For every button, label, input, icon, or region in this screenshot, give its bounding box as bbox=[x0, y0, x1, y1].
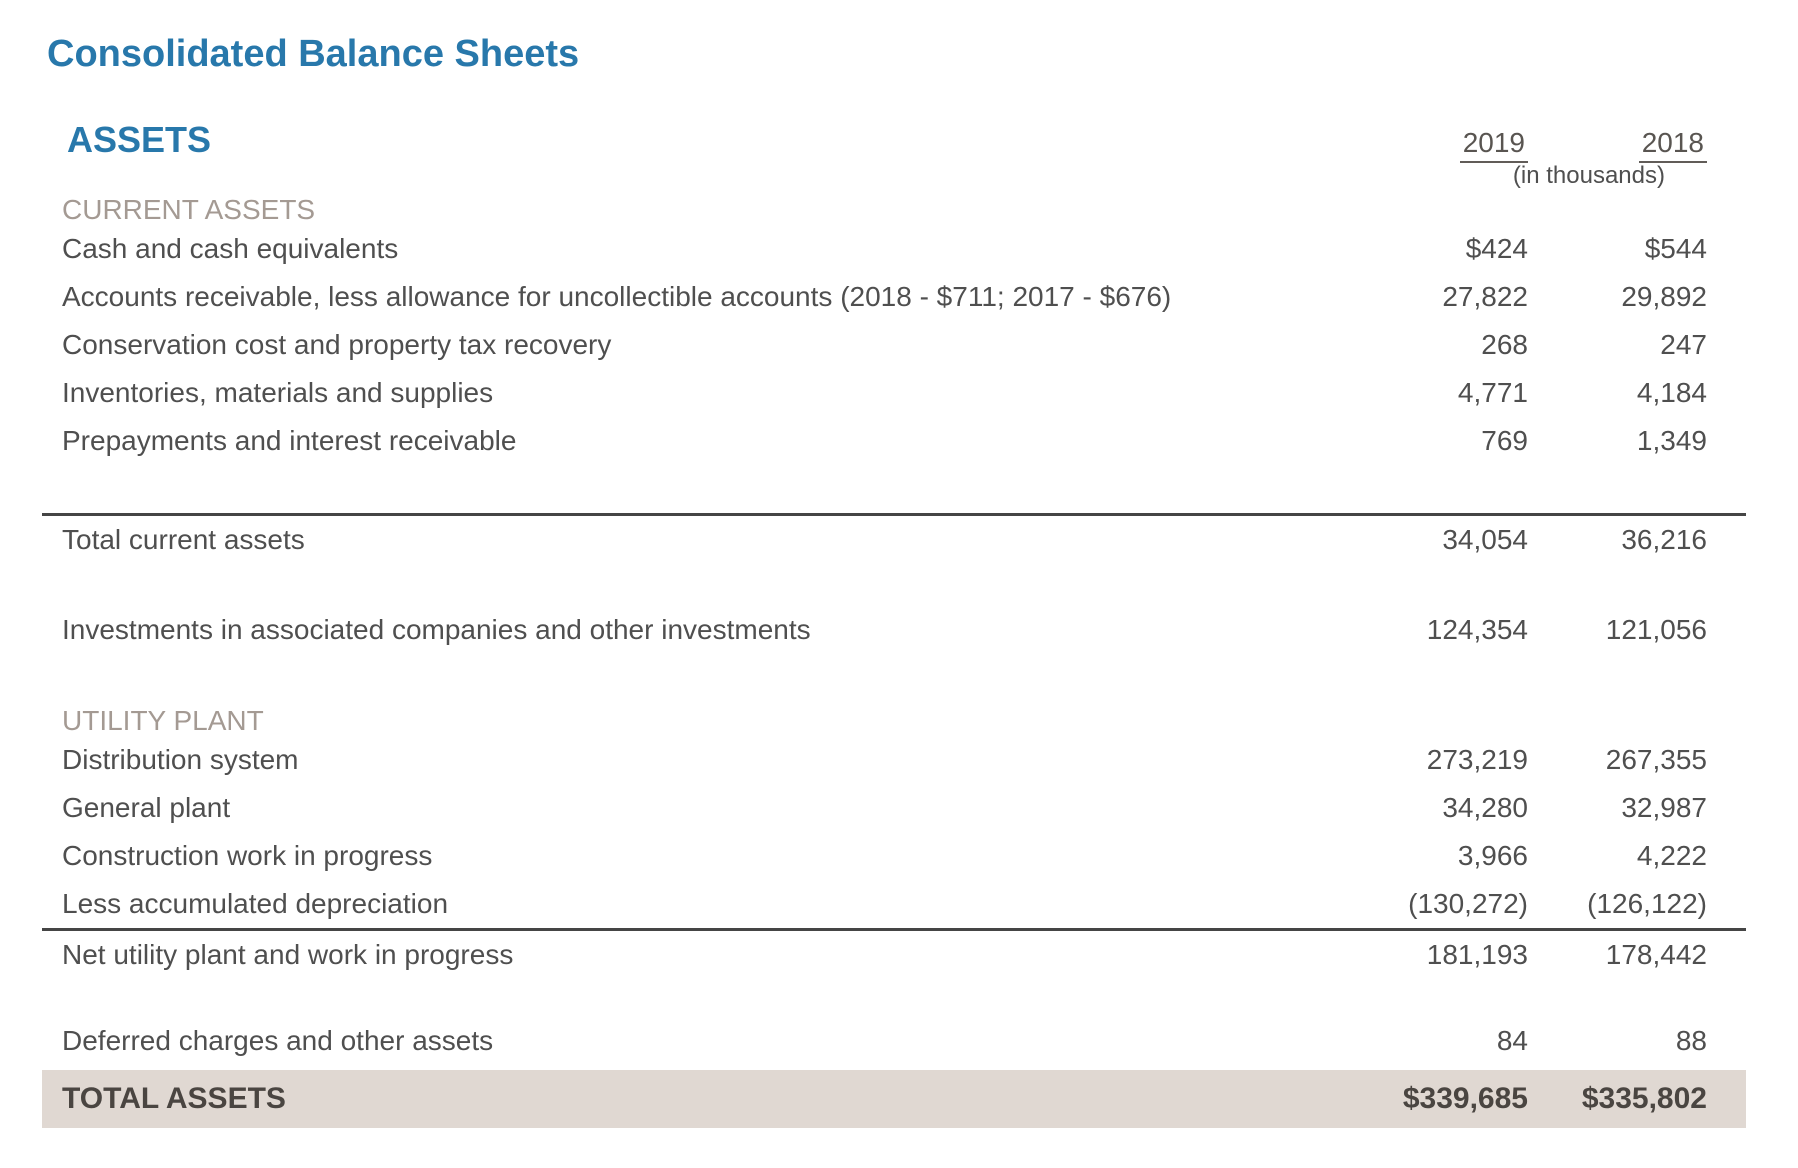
value-2018: 178,442 bbox=[1605, 939, 1707, 970]
total-value-2019: $339,685 bbox=[1402, 1082, 1528, 1115]
row-label: Accounts receivable, less allowance for uncollectible accounts (2018 - $711; 2017 - $676) bbox=[62, 281, 1172, 312]
value-2019: 34,280 bbox=[1442, 792, 1528, 823]
table-row-less-accumulated-depreciation bbox=[42, 880, 1746, 928]
row-label: General plant bbox=[62, 792, 231, 823]
column-header-2018-label: 2018 bbox=[1639, 127, 1707, 163]
value-2019: 34,054 bbox=[1442, 524, 1528, 555]
table-row-cash bbox=[42, 225, 1746, 273]
value-2019: 27,822 bbox=[1442, 281, 1528, 312]
value-2019: 769 bbox=[1481, 425, 1528, 456]
value-2018: 36,216 bbox=[1621, 524, 1707, 555]
column-header-2019 bbox=[1348, 127, 1528, 163]
table-row-inventories bbox=[42, 369, 1746, 417]
total-value-2018: $335,802 bbox=[1581, 1082, 1707, 1115]
table-header-row bbox=[42, 120, 1746, 163]
value-2018: 267,355 bbox=[1605, 744, 1707, 775]
balance-sheet-table bbox=[42, 120, 1746, 1128]
table-row-general-plant bbox=[42, 784, 1746, 832]
row-label: Inventories, materials and supplies bbox=[62, 377, 494, 408]
table-row-net-utility-plant bbox=[42, 931, 1746, 979]
table-row-deferred-charges bbox=[42, 1017, 1746, 1065]
assets-heading: ASSETS bbox=[67, 119, 212, 160]
table-row-total-current-assets bbox=[42, 516, 1746, 564]
total-assets-label: TOTAL ASSETS bbox=[62, 1082, 286, 1115]
column-header-2018 bbox=[1528, 127, 1746, 163]
row-label: Conservation cost and property tax recovery bbox=[62, 329, 612, 360]
value-2018: 32,987 bbox=[1621, 792, 1707, 823]
row-label: Investments in associated companies and other investments bbox=[62, 614, 811, 645]
value-2018: 4,222 bbox=[1636, 840, 1707, 871]
value-2018: 247 bbox=[1660, 329, 1707, 360]
value-2019: 4,771 bbox=[1457, 377, 1528, 408]
table-row-accounts-receivable bbox=[42, 273, 1746, 321]
row-label: Less accumulated depreciation bbox=[62, 888, 449, 919]
value-2018: 1,349 bbox=[1636, 425, 1707, 456]
value-2018: 4,184 bbox=[1636, 377, 1707, 408]
value-2018: 121,056 bbox=[1605, 614, 1707, 645]
row-label: Net utility plant and work in progress bbox=[62, 939, 514, 970]
row-label: Prepayments and interest receivable bbox=[62, 425, 517, 456]
table-row-distribution-system bbox=[42, 736, 1746, 784]
table-row-construction-work bbox=[42, 832, 1746, 880]
row-label: Construction work in progress bbox=[62, 840, 433, 871]
value-2018: $544 bbox=[1644, 233, 1707, 264]
value-2019: 268 bbox=[1481, 329, 1528, 360]
value-2019: 84 bbox=[1496, 1025, 1528, 1056]
row-label: Deferred charges and other assets bbox=[62, 1025, 494, 1056]
table-row-prepayments bbox=[42, 417, 1746, 465]
section-header-current-assets: CURRENT ASSETS bbox=[62, 194, 316, 225]
row-label: Total current assets bbox=[62, 524, 305, 555]
units-row bbox=[42, 163, 1746, 189]
value-2019: 124,354 bbox=[1426, 614, 1528, 645]
value-2019: 181,193 bbox=[1426, 939, 1528, 970]
value-2019: $424 bbox=[1465, 233, 1528, 264]
value-2019: 273,219 bbox=[1426, 744, 1528, 775]
column-header-2019-label: 2019 bbox=[1460, 127, 1528, 163]
value-2018: 88 bbox=[1675, 1025, 1707, 1056]
table-row-investments bbox=[42, 606, 1746, 654]
page-title: Consolidated Balance Sheets bbox=[47, 33, 580, 75]
value-2019: 3,966 bbox=[1457, 840, 1528, 871]
units-note: (in thousands) bbox=[1512, 162, 1665, 189]
value-2019: (130,272) bbox=[1408, 888, 1528, 919]
row-label: Cash and cash equivalents bbox=[62, 233, 399, 264]
value-2018: (126,122) bbox=[1587, 888, 1707, 919]
row-label: Distribution system bbox=[62, 744, 299, 775]
value-2018: 29,892 bbox=[1621, 281, 1707, 312]
table-row-conservation-cost bbox=[42, 321, 1746, 369]
total-assets-row bbox=[42, 1070, 1746, 1128]
section-header-utility-plant: UTILITY PLANT bbox=[62, 705, 264, 736]
